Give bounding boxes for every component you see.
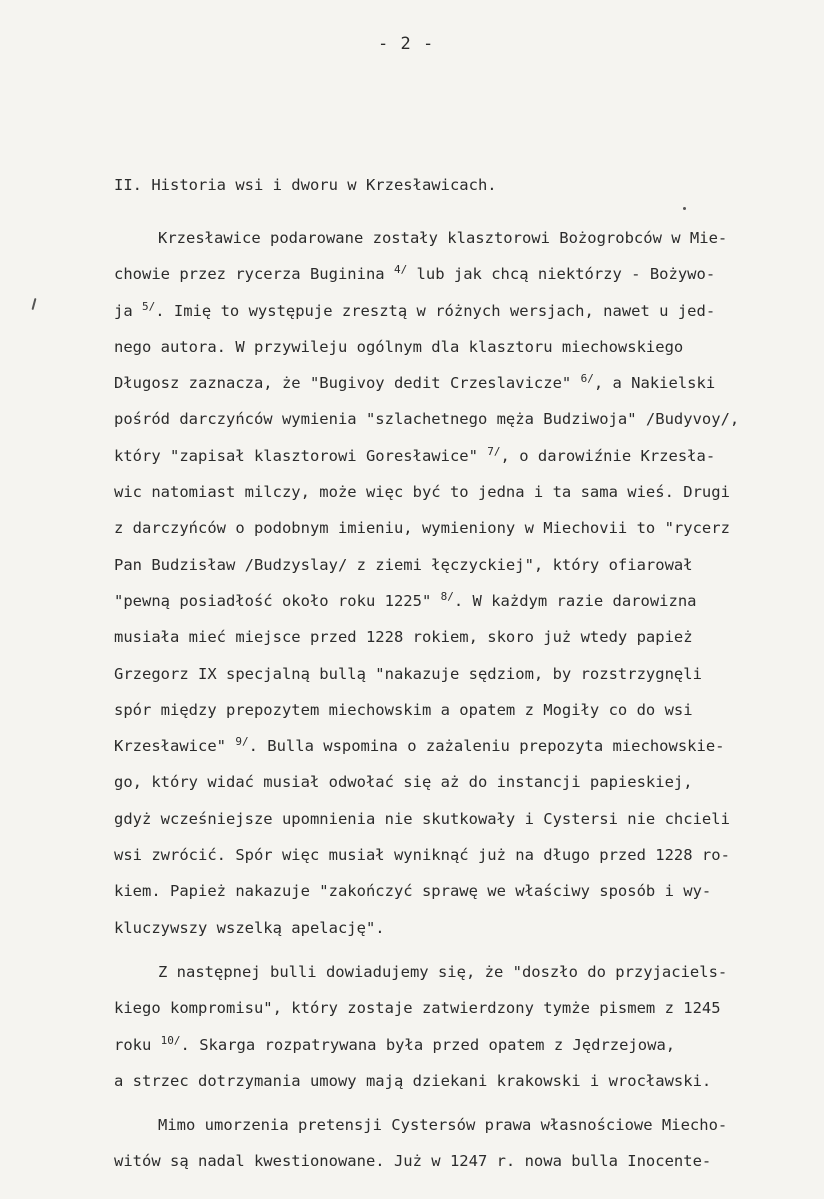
line-text: Mimo umorzenia pretensji Cystersów prawa własnościowe Miecho- bbox=[158, 1116, 728, 1135]
footnote-reference: 4/ bbox=[393, 263, 408, 277]
line-text: wsi zwrócić. Spór więc musiał wyniknąć już na długo przed 1228 ro- bbox=[114, 846, 730, 865]
line-text-continued: . W każdym razie darowizna bbox=[453, 591, 697, 610]
text-line bbox=[114, 365, 794, 401]
text-line bbox=[114, 656, 794, 692]
line-text: chowie przez rycerza Buginina bbox=[114, 265, 394, 284]
text-line bbox=[114, 438, 794, 474]
text-line bbox=[114, 764, 794, 800]
text-line bbox=[114, 510, 794, 546]
body-text bbox=[114, 220, 794, 1180]
line-text: wic natomiast milczy, może więc być to jedna i ta sama wieś. Drugi bbox=[114, 483, 730, 502]
text-line bbox=[114, 256, 794, 292]
text-line bbox=[114, 837, 794, 873]
text-line bbox=[114, 910, 794, 946]
footnote-reference: 9/ bbox=[235, 735, 249, 749]
line-text: a strzec dotrzymania umowy mają dziekani krakowski i wrocławski. bbox=[114, 1071, 712, 1090]
page-number: - 2 - bbox=[378, 34, 435, 54]
text-line bbox=[114, 1027, 794, 1063]
text-line bbox=[114, 401, 794, 437]
line-text: musiała mieć miejsce przed 1228 rokiem, skoro już wtedy papież bbox=[114, 628, 693, 647]
line-text: kiego kompromisu", który zostaje zatwierdzony tymże pismem z 1245 bbox=[114, 999, 721, 1018]
ink-mark bbox=[31, 298, 36, 310]
ink-speck bbox=[683, 207, 686, 210]
text-line bbox=[114, 728, 794, 764]
footnote-reference: 7/ bbox=[487, 444, 501, 458]
text-line bbox=[114, 1063, 794, 1099]
text-line bbox=[114, 619, 794, 655]
footnote-reference: 8/ bbox=[440, 589, 454, 603]
line-text: pośród darczyńców wymienia "szlachetnego męża Budziwoja" /Budyvoy/, bbox=[114, 410, 740, 429]
line-text-continued: , a Nakielski bbox=[593, 374, 716, 393]
line-text: gdyż wcześniejsze upomnienia nie skutkowały i Cystersi nie chcieli bbox=[114, 809, 730, 828]
line-text: który "zapisał klasztorowi Goresławice" bbox=[114, 446, 488, 465]
text-line bbox=[114, 220, 794, 256]
line-text: go, który widać musiał odwołać się aż do instancji papieskiej, bbox=[114, 773, 693, 792]
line-text: kiem. Papież nakazuje "zakończyć sprawę we właściwy sposób i wy- bbox=[114, 882, 712, 901]
line-text-continued: , o darowiźnie Krzesła- bbox=[500, 446, 716, 465]
text-line bbox=[114, 583, 794, 619]
line-text: Grzegorz IX specjalną bullą "nakazuje sędziom, by rozstrzygnęli bbox=[114, 664, 702, 683]
text-line bbox=[114, 990, 794, 1026]
line-text: "pewną posiadłość około roku 1225" bbox=[114, 591, 441, 610]
text-line bbox=[114, 1107, 794, 1143]
line-text: nego autora. W przywileju ogólnym dla klasztoru miechowskiego bbox=[114, 337, 684, 356]
line-text: Krzesławice podarowane zostały klasztorowi Bożogrobców w Mie- bbox=[158, 229, 728, 247]
text-line bbox=[114, 547, 794, 583]
footnote-reference: 6/ bbox=[580, 372, 594, 386]
text-line bbox=[114, 1143, 794, 1179]
line-text-continued: . Imię to występuje zresztą w różnych wersjach, nawet u jed- bbox=[155, 301, 716, 320]
footnote-reference: 5/ bbox=[142, 299, 156, 313]
text-line bbox=[114, 873, 794, 909]
line-text-continued: . Bulla wspomina o zażaleniu prepozyta miechowskie- bbox=[248, 737, 725, 756]
text-line bbox=[114, 293, 794, 329]
text-line bbox=[114, 329, 794, 365]
line-text: Krzesławice" bbox=[114, 737, 236, 756]
line-text: Pan Budzisław /Budzyslay/ z ziemi łęczyckiej", który ofiarował bbox=[114, 555, 693, 574]
text-line bbox=[114, 474, 794, 510]
text-line bbox=[114, 801, 794, 837]
section-heading: II. Historia wsi i dworu w Krzesławicach. bbox=[114, 176, 497, 194]
text-line bbox=[114, 692, 794, 728]
text-line bbox=[114, 954, 794, 990]
line-text: Z następnej bulli dowiadujemy się, że "doszło do przyjaciels- bbox=[158, 962, 728, 981]
line-text: kluczywszy wszelką apelację". bbox=[114, 918, 385, 937]
line-text: Długosz zaznacza, że "Bugivoy dedit Crzeslavicze" bbox=[114, 374, 581, 393]
line-text: z darczyńców o podobnym imieniu, wymieniony w Miechovii to "rycerz bbox=[114, 519, 730, 538]
line-text: ja bbox=[114, 301, 142, 320]
line-text-continued: lub jak chcą niektórzy - Bożywo- bbox=[407, 265, 716, 284]
line-text: spór między prepozytem miechowskim a opatem z Mogiły co do wsi bbox=[114, 700, 693, 719]
footnote-reference: 10/ bbox=[160, 1033, 181, 1047]
line-text: roku bbox=[114, 1035, 161, 1054]
line-text: witów są nadal kwestionowane. Już w 1247 r. nowa bulla Inocente- bbox=[114, 1152, 712, 1171]
line-text-continued: . Skarga rozpatrywana była przed opatem z Jędrzejowa, bbox=[180, 1035, 676, 1054]
